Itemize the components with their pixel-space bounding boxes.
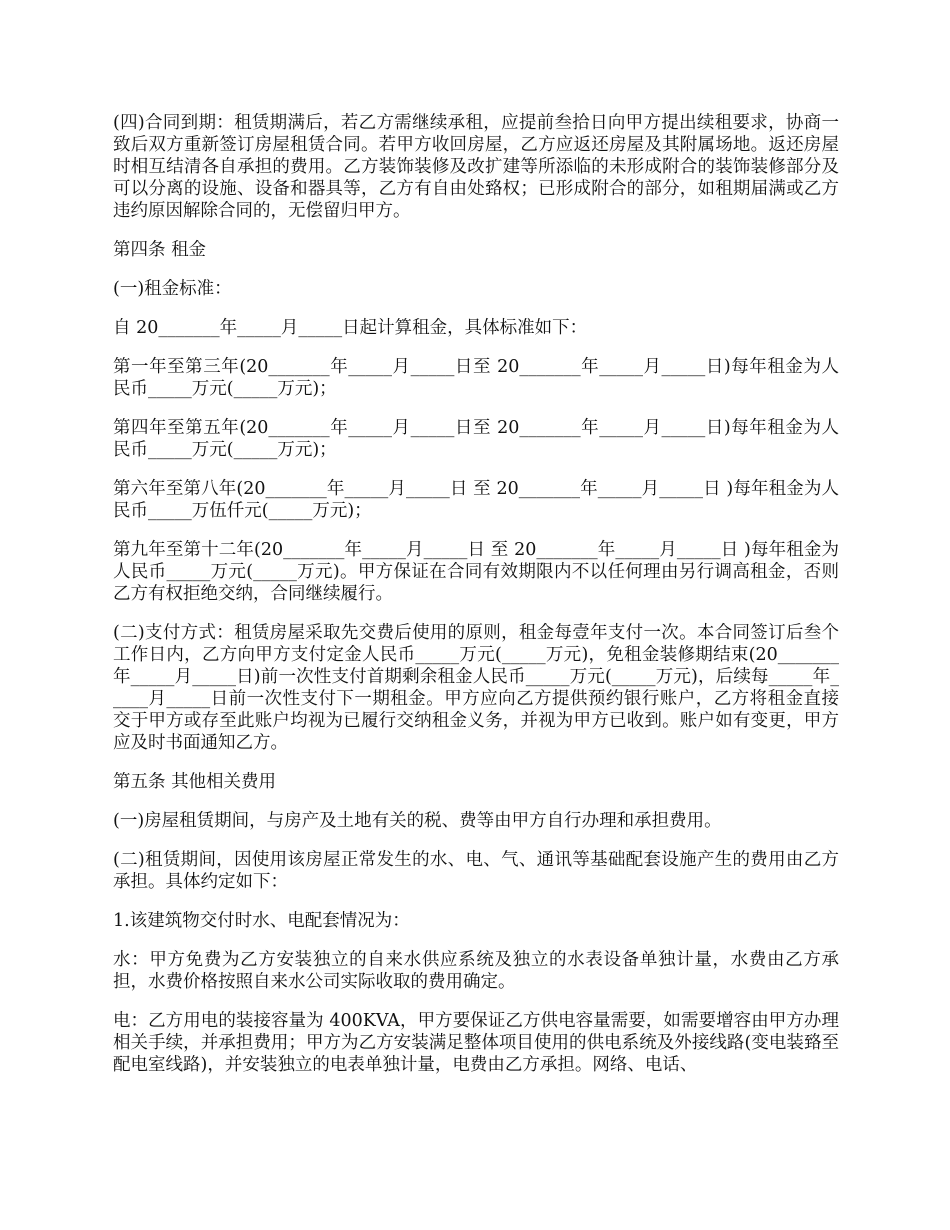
contract-expiry-paragraph: (四)合同到期：租赁期满后，若乙方需继续承租，应提前叁拾日向甲方提出续租要求，协商一致后双方重新签订房屋租赁合同。若甲方收回房屋，乙方应返还房屋及其附属场地。返还房屋时相互结清各自承担的费用。乙方装饰装修及改扩建等所添临的未形成附合的装饰装修部分及可以分离的设施、设备和器具等，乙方有自由处臵权；已形成附合的部分，如租期届满或乙方违约原因解除合同的，无偿留归甲方。 <box>113 113 839 221</box>
rent-start-date: 自 20_______年_____月_____日起计算租金，具体标准如下： <box>113 318 588 338</box>
document-body <box>113 112 839 1093</box>
article-4-heading: 第四条 租金 <box>113 240 207 260</box>
handover-utilities-label: 1.该建筑物交付时水、电配套情况为： <box>113 911 410 931</box>
rent-years-4-5: 第四年至第五年(20_______年_____月_____日至 20_______年_____月_____日)每年租金为人民币_____万元(_____万元)； <box>113 418 839 460</box>
payment-method-paragraph: (二)支付方式：租赁房屋采取先交费后使用的原则，租金每壹年支付一次。本合同签订后叁个工作日内，乙方向甲方支付定金人民币_____万元(_____万元)，免租金装修期结束(20_______年_____月_____日)前一次性支付首期剩余租金人民币_____万元(_____万元)，后续每_____年_____月_____日前一次性支付下一期租金。甲方应向乙方提供预约银行账户，乙方将租金直接交于甲方或存至此账户均视为已履行交纳租金义务，并视为甲方已收到。账户如有变更，甲方应及时书面通知乙方。 <box>113 623 839 753</box>
power-supply-paragraph: 电：乙方用电的装接容量为 400KVA，甲方要保证乙方供电容量需要，如需要增容由甲方办理相关手续，并承担费用；甲方为乙方安装满足整体项目使用的供电系统及外接线路(变电装臵至配电室线路)，并安装独立的电表单独计量，电费由乙方承担。网络、电话、 <box>113 1011 839 1075</box>
rent-years-9-12: 第九年至第十二年(20_______年_____月_____日 至 20_______年_____月_____日 )每年租金为人民币_____万元(_____万元)。甲方保证在合同有效期限内不以任何理由另行调高租金，否则乙方有权拒绝交纳，合同继续履行。 <box>113 540 839 604</box>
water-supply-paragraph: 水：甲方免费为乙方安装独立的自来水供应系统及独立的水表设备单独计量，水费由乙方承担，水费价格按照自来水公司实际收取的费用确定。 <box>113 950 839 992</box>
utilities-paragraph: (二)租赁期间，因使用该房屋正常发生的水、电、气、通讯等基础配套设施产生的费用由乙方承担。具体约定如下： <box>113 850 839 892</box>
article-5-heading: 第五条 其他相关费用 <box>113 772 277 792</box>
rent-standard-label: (一)租金标准： <box>113 279 232 299</box>
tax-fees-paragraph: (一)房屋租赁期间，与房产及土地有关的税、费等由甲方自行办理和承担费用。 <box>113 811 722 831</box>
rent-years-1-3: 第一年至第三年(20_______年_____月_____日至 20_______年_____月_____日)每年租金为人民币_____万元(_____万元)； <box>113 357 839 399</box>
rent-years-6-8: 第六年至第八年(20_______年_____月_____日 至 20_______年_____月_____日 )每年租金为人民币_____万伍仟元(_____万元)； <box>113 479 839 521</box>
